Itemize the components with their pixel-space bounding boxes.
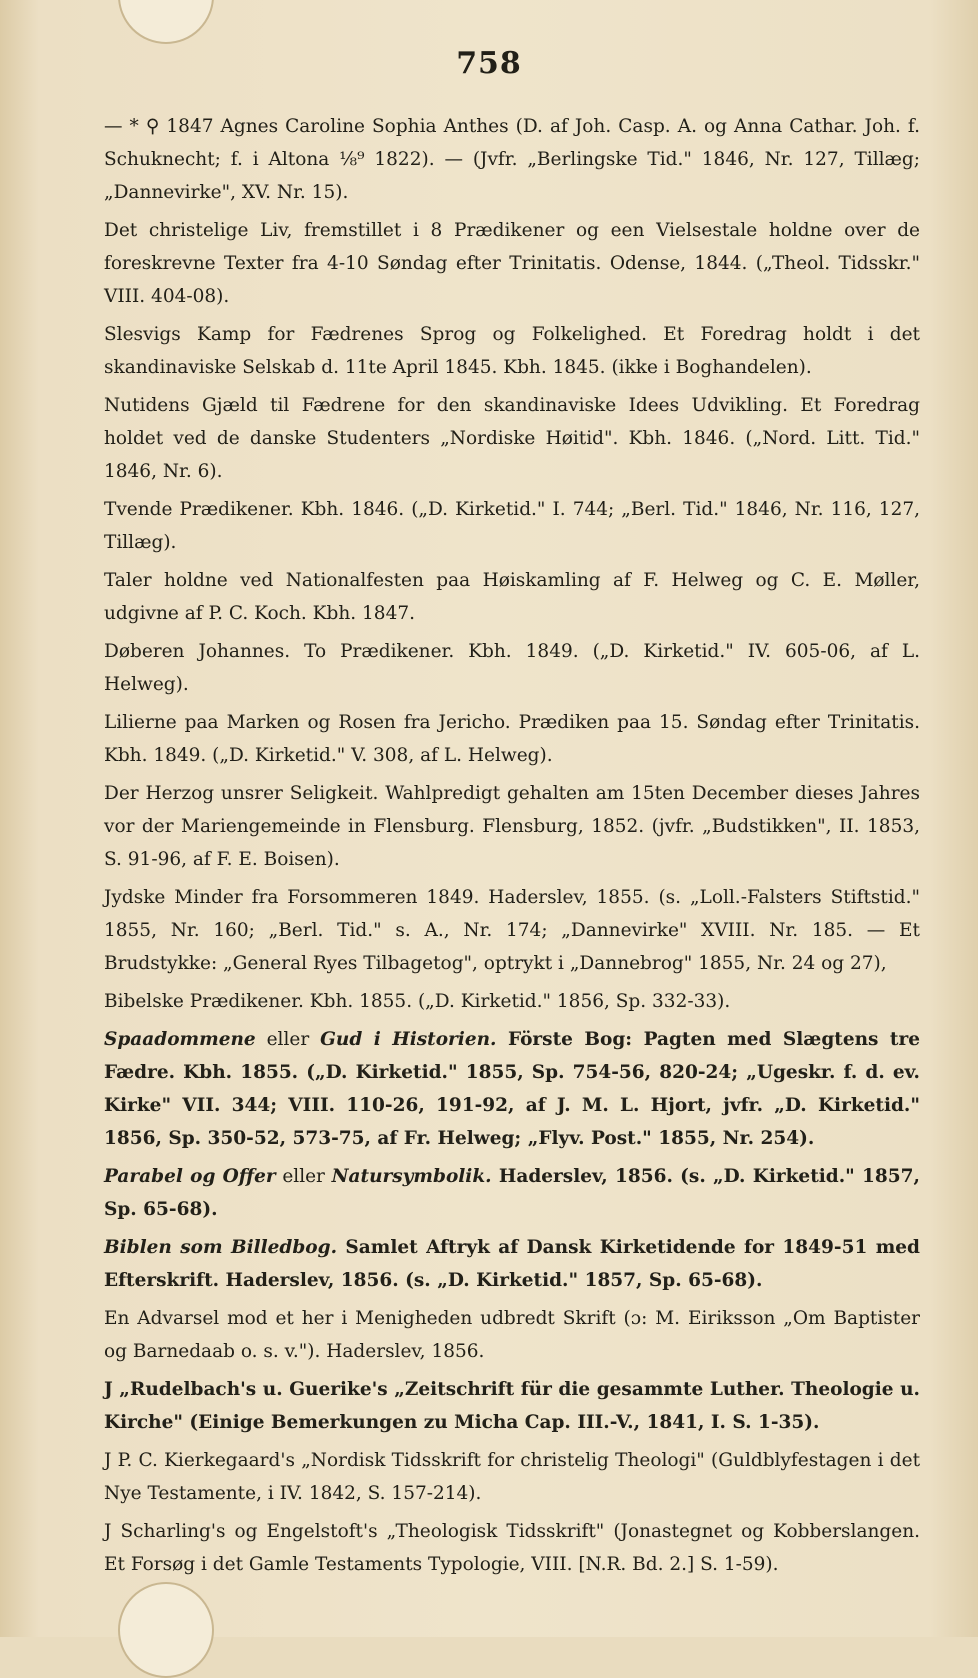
bibliography-entry [104,635,920,701]
bibliography-entry [104,493,920,559]
entry-text: Slesvigs Kamp for Fædrenes Sprog og Folkelighed. Et Foredrag holdt i det skandinaviske Selskab d. 11te April 1845. Kbh. 1845. (ikke i Boghandelen). [104,324,920,378]
bibliography-entry [104,110,920,209]
entry-text: J Scharling's og Engelstoft's „Theologisk Tidsskrift" (Jonastegnet og Kobberslangen. Et Forsøg i det Gamle Testaments Typologie, VIII. [N.R. Bd. 2.] S. 1-59). [104,1521,920,1575]
bibliography-entry [104,1023,920,1155]
bibliography-entry [104,1444,920,1510]
bibliography-entry [104,777,920,876]
entry-text: En Advarsel mod et her i Menigheden udbredt Skrift (ɔ: M. Eiriksson „Om Baptister og Barnedaab o. s. v."). Haderslev, 1856. [104,1308,920,1362]
bibliography-list [104,110,920,1586]
entry-connector: eller [275,1166,332,1187]
bibliography-entry [104,881,920,980]
entry-text: Samlet Aftryk af Dansk Kirketidende for 1849-51 med Efterskrift. Haderslev, 1856. (s. „D. Kirketid." 1857, Sp. 65-68). [104,1237,920,1291]
entry-title-italic: Natursymbolik. [331,1166,492,1187]
entry-text: Jydske Minder fra Forsommeren 1849. Haderslev, 1855. (s. „Loll.-Falsters Stiftstid." 1855, Nr. 160; „Berl. Tid." s. A., Nr. 174; „Dannevirke" XVIII. Nr. 185. — Et Brudstykke: „General Ryes Tilbagetog", optrykt i „Dannebrog" 1855, Nr. 24 og 27), [104,887,920,974]
bibliography-entry [104,1302,920,1368]
bibliography-entry [104,214,920,313]
entry-text: Døberen Johannes. To Prædikener. Kbh. 1849. („D. Kirketid." IV. 605-06, af L. Helweg). [104,641,920,695]
entry-title-italic: Parabel og Offer [104,1166,276,1187]
entry-text: Haderslev, 1856. (s. „D. Kirketid." 1857, Sp. 65-68). [104,1166,920,1220]
entry-text: Förste Bog: Pagten med Slægtens tre Fædre. Kbh. 1855. („D. Kirketid." 1855, Sp. 754-56, 820-24; „Ugeskr. f. d. ev. Kirke" VII. 344; VIII. 110-26, 191-92, af J. M. L. Hjort, jvfr. „D. Kirketid." 1856, Sp. 350-52, 573-75, af Fr. Helweg; „Flyv. Post." 1855, Nr. 254). [104,1029,920,1149]
entry-text: J P. C. Kierkegaard's „Nordisk Tidsskrift for christelig Theologi" (Guldblyfestagen i det Nye Testamente, i IV. 1842, S. 157-214). [104,1450,920,1504]
entry-connector: eller [255,1029,321,1050]
entry-text: — * ⚲ 1847 Agnes Caroline Sophia Anthes (D. af Joh. Casp. A. og Anna Cathar. Joh. f. Schuknecht; f. i Altona ⅛⁹ 1822). — (Jvfr. „Berlingske Tid." 1846, Nr. 127, Tillæg; „Dannevirke", XV. Nr. 15). [104,116,920,203]
bibliography-entry [104,1373,920,1439]
entry-text: Lilierne paa Marken og Rosen fra Jericho. Prædiken paa 15. Søndag efter Trinitatis. Kbh. 1849. („D. Kirketid." V. 308, af L. Helweg). [104,712,920,766]
bibliography-entry [104,706,920,772]
binding-hole-top [118,0,214,44]
bibliography-entry [104,1515,920,1581]
entry-title-italic: Gud i Historien. [320,1029,497,1050]
bibliography-entry [104,985,920,1018]
entry-text: Nutidens Gjæld til Fædrene for den skandinaviske Idees Udvikling. Et Foredrag holdet ved de danske Studenters „Nordiske Høitid". Kbh. 1846. („Nord. Litt. Tid." 1846, Nr. 6). [104,395,920,482]
entry-text: Der Herzog unsrer Seligkeit. Wahlpredigt gehalten am 15ten December dieses Jahres vor der Mariengemeinde in Flensburg. Flensburg, 1852. (jvfr. „Budstikken", II. 1853, S. 91-96, af F. E. Boisen). [104,783,920,870]
bibliography-entry [104,1231,920,1297]
entry-text: Det christelige Liv, fremstillet i 8 Prædikener og een Vielsestale holdne over de foreskrevne Texter fra 4-10 Søndag efter Trinitatis. Odense, 1844. („Theol. Tidsskr." VIII. 404-08). [104,220,920,307]
page-number: 758 [456,46,522,81]
bibliography-entry [104,564,920,630]
bibliography-entry [104,1160,920,1226]
bibliography-entry [104,389,920,488]
entry-text: Tvende Prædikener. Kbh. 1846. („D. Kirketid." I. 744; „Berl. Tid." 1846, Nr. 116, 127, Tillæg). [104,499,920,553]
entry-title-italic: Biblen som Billedbog. [104,1237,338,1258]
entry-text: Bibelske Prædikener. Kbh. 1855. („D. Kirketid." 1856, Sp. 332-33). [104,991,731,1012]
bibliography-entry [104,318,920,384]
binding-hole-bottom [118,1582,214,1678]
entry-text: J „Rudelbach's u. Guerike's „Zeitschrift für die gesammte Luther. Theologie u. Kirche" (Einige Bemerkungen zu Micha Cap. III.-V., 1841, I. S. 1-35). [104,1379,920,1433]
entry-text: Taler holdne ved Nationalfesten paa Høiskamling af F. Helweg og C. E. Møller, udgivne af P. C. Koch. Kbh. 1847. [104,570,920,624]
entry-title-italic: Spaadommene [104,1029,256,1050]
